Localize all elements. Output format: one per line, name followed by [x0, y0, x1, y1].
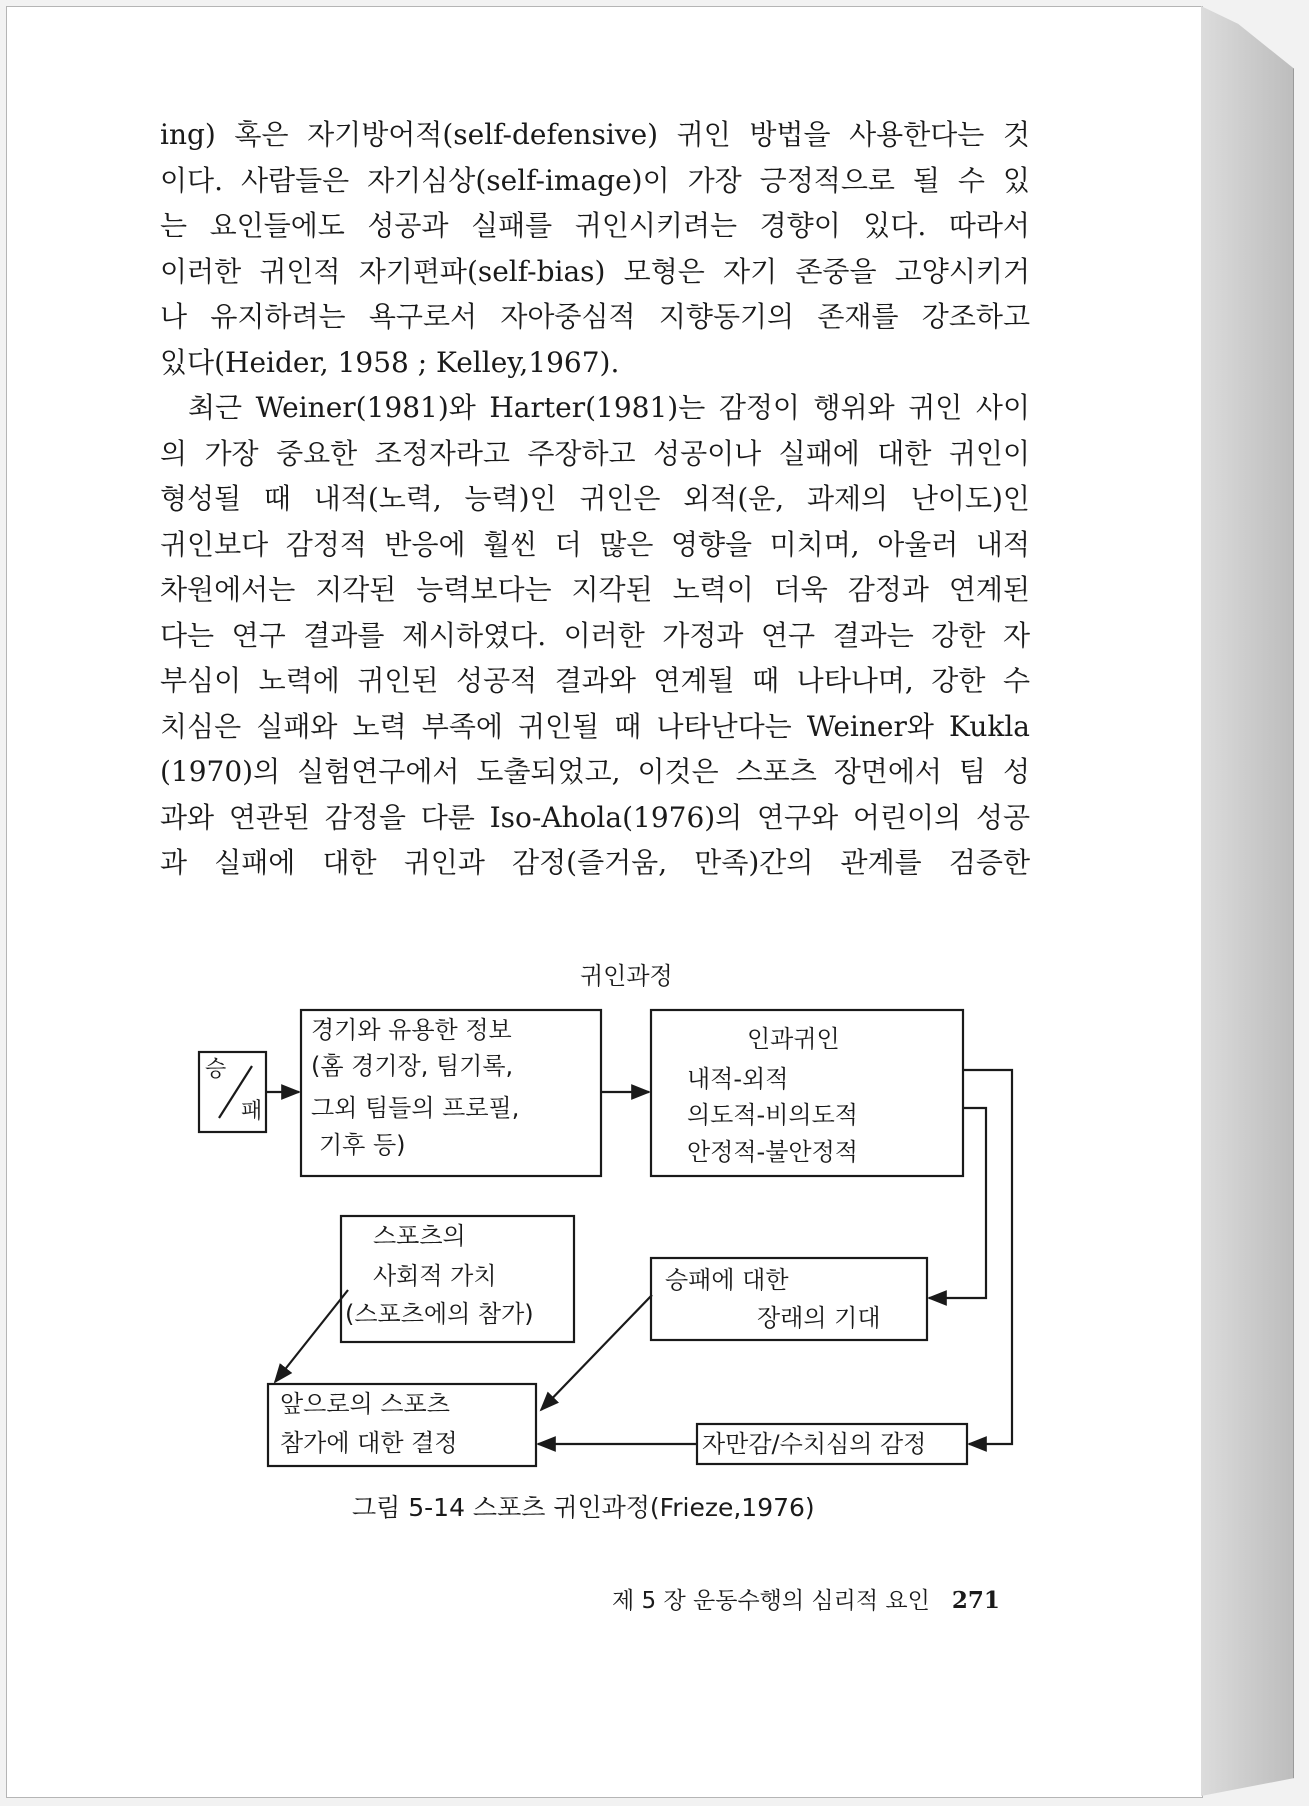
info-box-line: (홈 경기장, 팀기록,	[311, 1052, 514, 1080]
text-line: 이러한 귀인적 자기편파(self-bias) 모형은 자기 존중을 고양시키거	[160, 254, 1030, 288]
expectation-box-line: 장래의 기대	[757, 1304, 881, 1332]
causal-box-title: 인과귀인	[747, 1025, 840, 1053]
causal-box-line: 안정적-불안정적	[687, 1138, 858, 1166]
chapter-title: 제 5 장 운동수행의 심리적 요인	[612, 1588, 930, 1614]
expectation-box-line: 승패에 대한	[665, 1266, 789, 1294]
text-line: 귀인보다 감정적 반응에 훨씬 더 많은 영향을 미치며, 아울러 내적	[160, 527, 1030, 561]
emotion-box-label: 자만감/수치심의 감정	[702, 1430, 927, 1458]
page-number: 271	[951, 1587, 1000, 1614]
body-text	[160, 112, 1030, 886]
text-line: 의 가장 중요한 조정자라고 주장하고 성공이나 실패에 대한 귀인이	[160, 436, 1030, 470]
book-page-edge	[1201, 6, 1294, 1796]
text-line: (1970)의 실험연구에서 도출되었고, 이것은 스포츠 장면에서 팀 성	[160, 755, 1030, 788]
page-footer	[612, 1582, 1000, 1615]
text-line: 형성될 때 내적(노력, 능력)인 귀인은 외적(운, 과제의 난이도)인	[160, 482, 1030, 515]
text-line: 있다(Heider, 1958 ; Kelley,1967).	[160, 345, 620, 379]
text-line: 나 유지하려는 욕구로서 자아중심적 지향동기의 존재를 강조하고	[160, 300, 1030, 333]
info-box-line: 그외 팀들의 프로필,	[311, 1094, 520, 1122]
text-line: 는 요인들에도 성공과 실패를 귀인시키려는 경향이 있다. 따라서	[160, 209, 1030, 242]
text-line: 부심이 노력에 귀인된 성공적 결과와 연계될 때 나타나며, 강한 수	[160, 664, 1030, 697]
decision-box-line: 앞으로의 스포츠	[280, 1390, 450, 1418]
figure-caption: 그림 5-14 스포츠 귀인과정(Frieze,1976)	[352, 1493, 815, 1522]
social-box-line: (스포츠에의 참가)	[345, 1300, 534, 1328]
info-box-line: 경기와 유용한 정보	[311, 1016, 512, 1044]
text-line: 최근 Weiner(1981)와 Harter(1981)는 감정이 행위와 귀인 사이	[188, 391, 1030, 424]
paragraph-1	[160, 112, 1030, 385]
paragraph-2	[160, 385, 1030, 886]
text-line: 과 실패에 대한 귀인과 감정(즐거움, 만족)간의 관계를 검증한	[160, 846, 1030, 879]
diagram-title: 귀인과정	[580, 962, 673, 990]
social-box-line: 사회적 가치	[373, 1262, 497, 1290]
text-line: 치심은 실패와 노력 부족에 귀인될 때 나타난다는 Weiner와 Kukla	[160, 709, 1030, 743]
causal-box-line: 의도적-비의도적	[687, 1101, 858, 1129]
causal-box-line: 내적-외적	[687, 1065, 789, 1093]
info-box-line: 기후 등)	[319, 1131, 406, 1159]
win-label: 승	[205, 1057, 227, 1082]
text-line: 과와 연관된 감정을 다룬 Iso-Ahola(1976)의 연구와 어린이의 성공	[160, 800, 1030, 834]
text-line: 이다. 사람들은 자기심상(self-image)이 가장 긍정적으로 될 수 있	[160, 163, 1030, 197]
text-line: 다는 연구 결과를 제시하였다. 이러한 가정과 연구 결과는 강한 자	[160, 618, 1030, 652]
text-line: ing) 혹은 자기방어적(self-defensive) 귀인 방법을 사용한다는 것	[160, 118, 1030, 151]
text-line: 차원에서는 지각된 능력보다는 지각된 노력이 더욱 감정과 연계된	[160, 573, 1030, 606]
decision-box-line: 참가에 대한 결정	[280, 1429, 458, 1457]
lose-label: 패	[241, 1099, 263, 1124]
social-box-line: 스포츠의	[373, 1222, 466, 1250]
